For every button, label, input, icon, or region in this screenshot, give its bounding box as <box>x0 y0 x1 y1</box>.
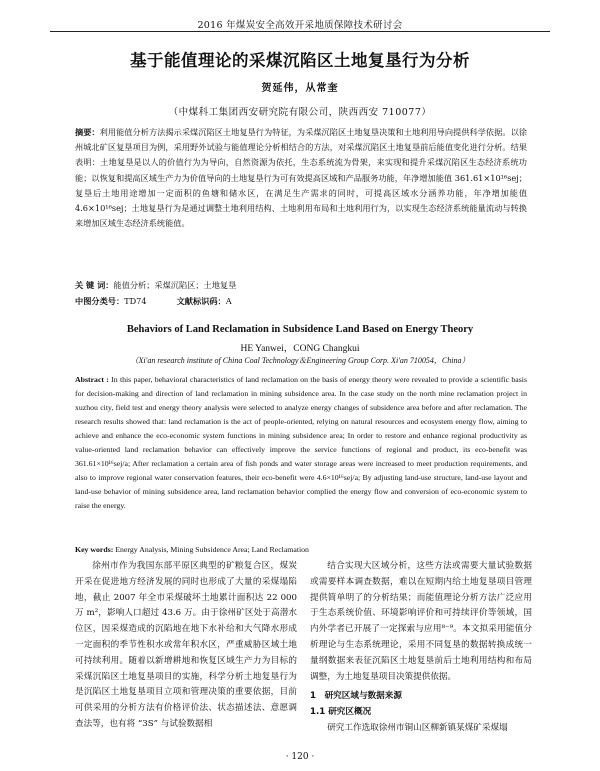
body-paragraph-right-end: 研究工作选取徐州市铜山区柳新镇某煤矿采煤塌 <box>327 722 508 733</box>
clc-code <box>75 294 147 308</box>
abstract-en-label: Abstract : <box>75 375 109 384</box>
keywords-cn <box>75 278 527 292</box>
body-paragraph-right: 结合实现大区域分析，这些方法或需要大量试验数据或需要样本调查数据，难以在短期内给土地复垦项目管理提供简单明了的分析结果；而能值理论分析方法广泛应用于生态系统价值、环境影响评价和可持续评价等领域，国内外学者已开展了一定探索与应用⁸⁻⁹。本文拟采用能值分析理论与生态系统理论，采用不同复垦的数据转换成统一量纲数据来表征沉陷区土地复垦前后土地利用结构和布局调整，为土地复垦项目决策提供依据。 <box>310 561 532 682</box>
body-right-column <box>310 559 532 737</box>
keywords-cn-label: 关 键 词： <box>75 280 114 290</box>
section-heading-1-1: 1.1 研究区概况 <box>310 707 372 718</box>
doc-label: 文献标识码： <box>176 296 226 306</box>
keywords-en <box>75 543 527 556</box>
classification-line <box>75 294 527 308</box>
doc-code <box>177 294 232 308</box>
keywords-en-label: Key words: <box>75 545 114 554</box>
clc-label: 中图分类号： <box>75 296 125 306</box>
affiliation-cn: （中煤科工集团西安研究院有限公司，陕西西安 710077） <box>168 107 432 118</box>
keywords-cn-text: 能值分析；采煤沉陷区；土地复垦 <box>113 280 237 290</box>
abstract-cn <box>75 125 527 231</box>
paper-title-cn: 基于能值理论的采煤沉陷区土地复垦行为分析 <box>130 51 470 70</box>
affiliation-en: （Xi'an research institute of China Coal Technology＆Engineering Group Corp. Xi'an 710054，China） <box>130 356 470 365</box>
running-header: 2016 年煤炭安全高效开采地质保障技术研讨会 <box>197 20 403 31</box>
section-heading-1: 1 研究区域与数据来源 <box>310 691 402 702</box>
clc-value: TD74 <box>124 296 147 306</box>
abstract-en-text: In this paper, behavioral characteristics of land reclamation on the basis of energy theory were revealed to provide a scientific basis for decision-making and direction of land reclamation in mining subsidence area. In the case study on the north mine reclamation project in xuzhou city, field test and energy theory analysis were selected to analyze energy changes of subsidence area before and after reclamation. The research results showed that: land reclamation is the act of people-oriented, relying on natural resources and ecosystem energy flow, aiming to achieve and enhance the eco-economic system functions in mining subsidence area; In order to restore and enhance regional productivity as value-oriented land reclamation behavior can effectively improve the service functions of regional and product, its eco-benefit was 361.61×10¹⁶sej/a; After reclamation a certain area of fish ponds and water storage areas were increased to meet production requirements, and also to improve regional water conservation features, their eco-benefit were 4.6×10¹⁶sej/a; By adjusting land-use structure, land-use layout and land-use behavior of mining subsidence area, land reclamation behavior complied the energy flow and conversion of eco-economic system to raise the energy. <box>75 375 528 510</box>
abstract-en <box>75 373 527 513</box>
abstract-cn-text: 利用能值分析方法揭示采煤沉陷区土地复垦行为特征，为采煤沉陷区土地复垦决策和土地利用导向提供科学依据。以徐州城北矿区复垦项目为例，采用野外试验与能值理论分析相结合的方法，对采煤沉陷区土地复垦前后能值变化进行分析。结果表明：土地复垦是以人的价值行为为导向，自然资源为依托，生态系统流为骨架，来实现和提升采煤沉陷区生态经济系统功能；以恢复和提高区域生产力为价值导向的土地复垦行为可有效提高区域和产品服务功能，年净增加能值 361.61×10¹⁶sej；复垦后土地用途增加一定面积的鱼塘和储水区，在满足生产需求的同时，可提高区域水分涵养功能，年净增加能值 4.6×10¹⁶sej；土地复垦行为是通过调整土地利用结构、土地利用布局和土地利用行为，以实现生态经济系统能量流动与转换来增加区域生态经济系统能值。 <box>75 127 527 229</box>
doc-value: A <box>225 296 232 306</box>
body-paragraph-left: 徐州市作为我国东部平原区典型的矿粮复合区，煤炭开采在促进地方经济发展的同时也形成了大量的采煤塌陷地，截止 2007 年全市采煤破坏土地累计面积达 22 000 万 m²，影响人口超过 43.6 万。由于徐州矿区处于高潜水位区，因采煤造成的沉陷地在地下水补给和大气降水形成一定面积的季节性积水或常年积水区，严重威胁区域土地可持续利用。随着以新增耕地和恢复区域生产力为目标的采煤沉陷区土地复垦项目的实施，科学分析土地复垦行为是沉陷区土地复垦项目立项和管理决策的重要依据，目前可供采用的分析方法有价格评价法、状态描述法、意愿调查法等，也有将 “3S” 与试验数据相 <box>75 561 297 729</box>
page-number: · 120 · <box>285 752 315 762</box>
keywords-en-text: Energy Analysis, Mining Subsidence Area; Land Reclamation <box>115 545 309 554</box>
body-left-column <box>75 559 297 733</box>
authors-en: HE Yanwei，CONG Changkui <box>240 344 360 354</box>
paper-title-en: Behaviors of Land Reclamation in Subsidence Land Based on Energy Theory <box>126 324 474 335</box>
abstract-cn-label: 摘要： <box>75 127 100 137</box>
authors-cn: 贺延伟，从常奎 <box>261 83 339 94</box>
header-rule <box>50 31 550 32</box>
